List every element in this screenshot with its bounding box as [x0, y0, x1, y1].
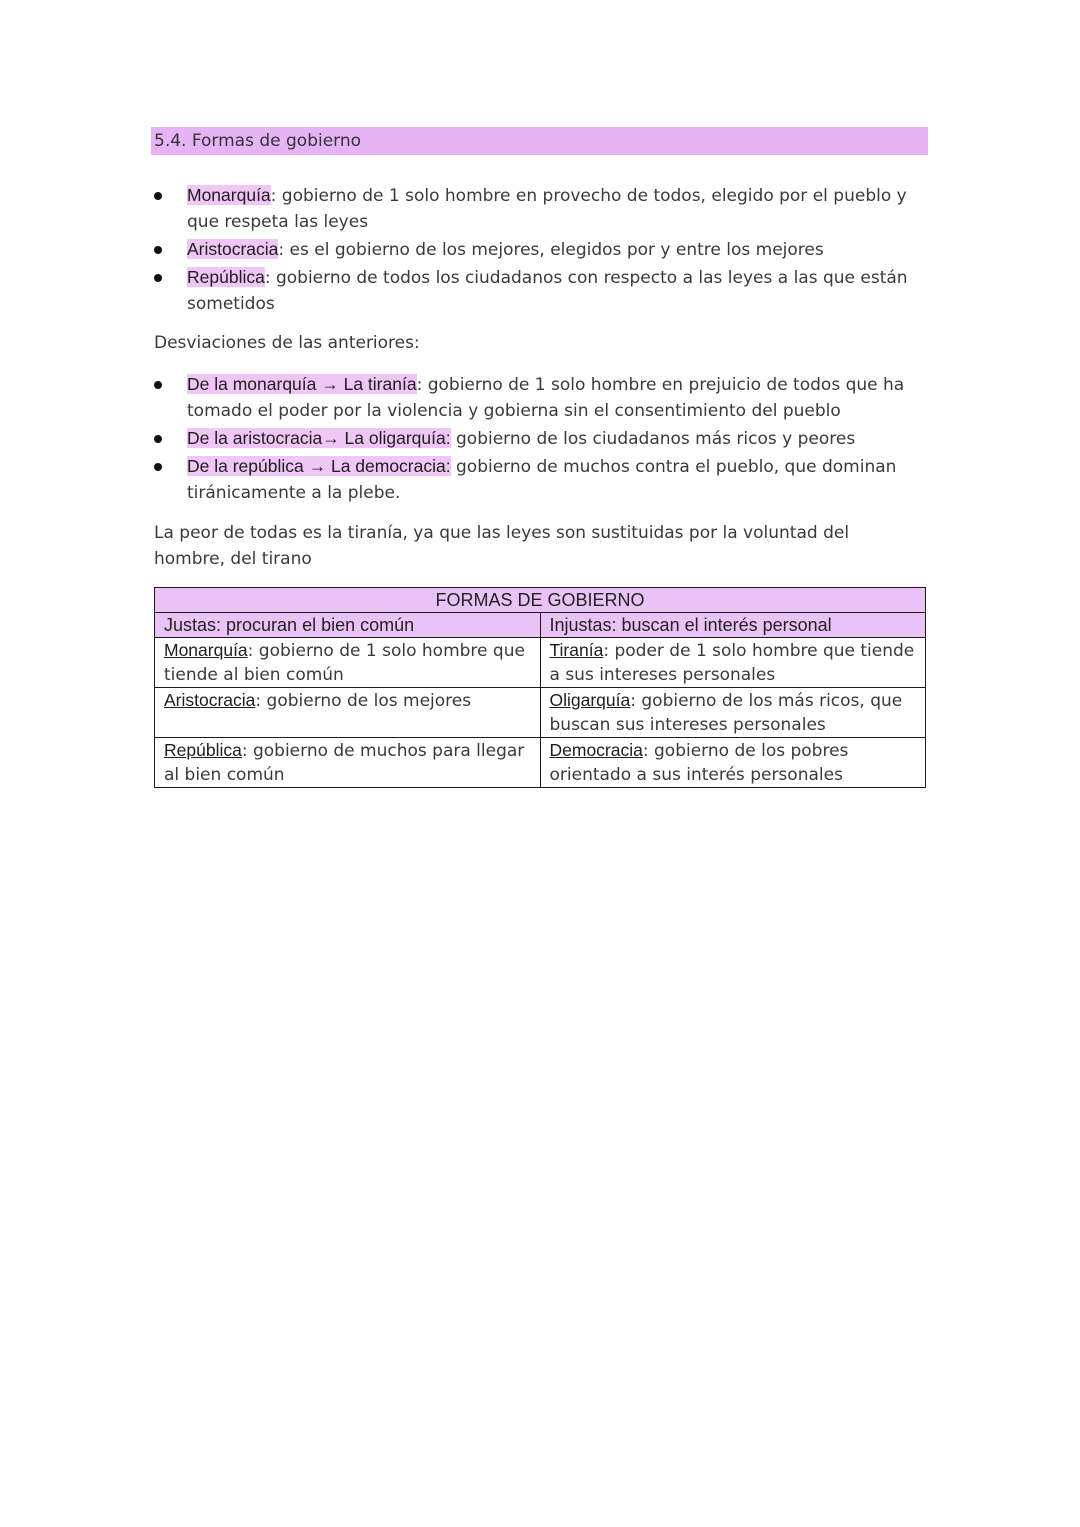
conclusion-paragraph: La peor de todas es la tiranía, ya que las leyes son sustituidas por la voluntad del hombre, del tirano	[154, 523, 850, 569]
table-cell	[540, 738, 926, 788]
column-header-unjust: Injustas: buscan el interés personal	[540, 613, 926, 638]
term-highlight: Monarquía	[187, 185, 271, 205]
cell-term: República	[164, 740, 242, 760]
table-row	[155, 738, 926, 788]
table-cell	[155, 638, 541, 688]
list-item	[154, 264, 914, 317]
column-header-just: Justas: procuran el bien común	[155, 613, 541, 638]
cell-term: Oligarquía	[549, 690, 631, 710]
table-cell	[155, 688, 541, 738]
definition-text: : gobierno de 1 solo hombre en provecho de todos, elegido por el pueblo y que respeta las leyes	[187, 186, 907, 232]
bullet-icon	[154, 463, 162, 471]
term-highlight: De la monarquía → La tiranía	[187, 374, 417, 394]
bullet-icon	[154, 274, 162, 282]
table-row	[155, 688, 926, 738]
table-cell	[540, 688, 926, 738]
term-highlight: Aristocracia	[187, 239, 279, 259]
cell-term: Monarquía	[164, 640, 248, 660]
cell-text: : gobierno de los mejores	[255, 691, 472, 711]
cell-term: Aristocracia	[164, 690, 256, 710]
bullet-icon	[154, 246, 162, 254]
table-cell	[540, 638, 926, 688]
cell-term: Tiranía	[549, 640, 604, 660]
list-item	[154, 425, 914, 452]
list-item	[154, 236, 914, 263]
definition-text: : es el gobierno de los mejores, elegidos por y entre los mejores	[278, 240, 824, 260]
forms-list	[154, 182, 914, 318]
cell-text: : gobierno de 1 solo hombre que tiende al bien común	[164, 641, 525, 685]
list-item	[154, 453, 914, 506]
deviations-list	[154, 371, 914, 507]
cell-term: Democracia	[549, 740, 643, 760]
definition-text: : gobierno de 1 solo hombre en prejuicio de todos que ha tomado el poder por la violencia y gobierna sin el consentimiento del pueblo	[187, 375, 905, 421]
section-heading: 5.4. Formas de gobierno	[151, 127, 928, 155]
table-cell	[155, 738, 541, 788]
table-title: FORMAS DE GOBIERNO	[155, 588, 926, 613]
bullet-icon	[154, 381, 162, 389]
bullet-icon	[154, 192, 162, 200]
government-forms-table	[154, 587, 926, 788]
list-item	[154, 182, 914, 235]
term-highlight: De la república → La democracia:	[187, 456, 451, 476]
list-item	[154, 371, 914, 424]
definition-text: : gobierno de todos los ciudadanos con respecto a las leyes a las que están sometidos	[187, 268, 908, 314]
cell-text: : gobierno de los pobres orientado a sus interés personales	[549, 741, 849, 785]
cell-text: : gobierno de muchos para llegar al bien común	[164, 741, 525, 785]
cell-text: : poder de 1 solo hombre que tiende a sus intereses personales	[549, 641, 915, 685]
deviations-intro: Desviaciones de las anteriores:	[154, 333, 420, 353]
definition-text: gobierno de muchos contra el pueblo, que dominan tiránicamente a la plebe.	[187, 457, 897, 503]
cell-text: : gobierno de los más ricos, que buscan sus intereses personales	[549, 691, 903, 735]
term-highlight: De la aristocracia→ La oligarquía:	[187, 428, 451, 448]
table-row	[155, 638, 926, 688]
definition-text: gobierno de los ciudadanos más ricos y peores	[450, 429, 856, 449]
bullet-icon	[154, 435, 162, 443]
term-highlight: República	[187, 267, 265, 287]
